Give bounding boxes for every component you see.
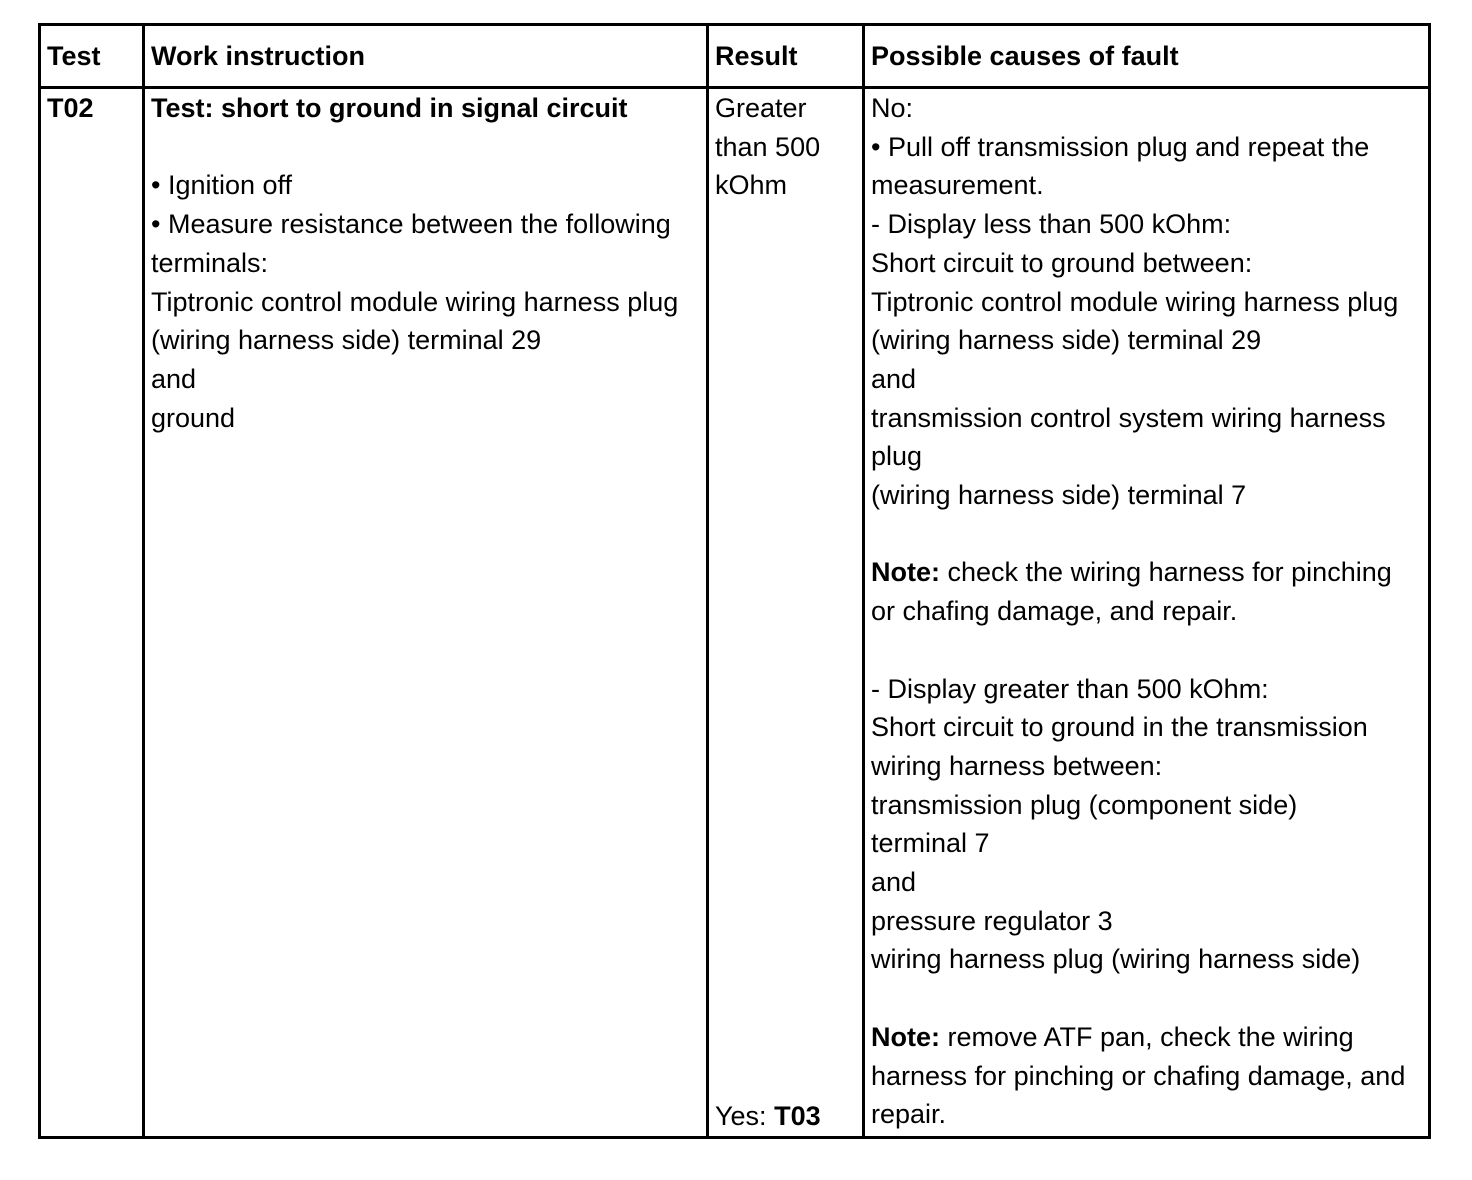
work-line: and bbox=[151, 363, 197, 394]
result-line: than 500 bbox=[715, 131, 821, 162]
cause-line: pressure regulator 3 bbox=[871, 905, 1113, 936]
header-test: Test bbox=[40, 25, 144, 88]
note-2-text: remove ATF pan, check the wiring bbox=[940, 1021, 1354, 1052]
header-row bbox=[40, 25, 1430, 88]
cause-line: transmission control system wiring harness bbox=[871, 402, 1386, 433]
test-id-cell bbox=[40, 88, 144, 1138]
work-heading: Test: short to ground in signal circuit bbox=[151, 93, 628, 123]
cause-line: (wiring harness side) terminal 29 bbox=[871, 325, 1262, 356]
cause-line: • Pull off transmission plug and repeat the bbox=[871, 131, 1370, 162]
result-yes bbox=[715, 1097, 821, 1136]
possible-causes-cell bbox=[864, 88, 1430, 1138]
work-line: Tiptronic control module wiring harness plug bbox=[151, 286, 679, 317]
result-line: kOhm bbox=[715, 170, 788, 201]
cause-line: measurement. bbox=[871, 170, 1044, 201]
note-2 bbox=[871, 1018, 1428, 1057]
cause-line: No: bbox=[871, 93, 914, 123]
cause-line: terminal 7 bbox=[871, 828, 990, 859]
table-row bbox=[40, 88, 1430, 1138]
header-result: Result bbox=[708, 25, 864, 88]
cause-line: harness for pinching or chafing damage, and bbox=[871, 1060, 1406, 1091]
cause-line: or chafing damage, and repair. bbox=[871, 596, 1238, 627]
work-line: terminals: bbox=[151, 247, 269, 278]
result-yes-target: T03 bbox=[774, 1101, 821, 1132]
work-line: (wiring harness side) terminal 29 bbox=[151, 325, 542, 356]
cause-line: Short circuit to ground in the transmission bbox=[871, 712, 1368, 743]
cause-line: - Display less than 500 kOhm: bbox=[871, 209, 1232, 240]
cause-line: Tiptronic control module wiring harness plug bbox=[871, 286, 1399, 317]
cause-line: transmission plug (component side) bbox=[871, 789, 1298, 820]
test-id: T02 bbox=[47, 93, 94, 123]
header-work-instruction: Work instruction bbox=[144, 25, 708, 88]
cause-line: repair. bbox=[871, 1099, 947, 1130]
work-line: • Measure resistance between the following bbox=[151, 209, 671, 240]
cause-line: wiring harness between: bbox=[871, 750, 1163, 781]
note-2-label: Note: bbox=[871, 1021, 940, 1052]
note-1-text: check the wiring harness for pinching bbox=[940, 557, 1392, 588]
work-line: ground bbox=[151, 402, 236, 433]
cause-line: Short circuit to ground between: bbox=[871, 247, 1253, 278]
result-cell bbox=[708, 88, 864, 1138]
work-instruction-cell bbox=[144, 88, 708, 1138]
note-1 bbox=[871, 553, 1428, 592]
cause-line: - Display greater than 500 kOhm: bbox=[871, 673, 1269, 704]
cause-line: and bbox=[871, 363, 917, 394]
header-possible-causes: Possible causes of fault bbox=[864, 25, 1430, 88]
cause-line: (wiring harness side) terminal 7 bbox=[871, 480, 1247, 511]
result-yes-label: Yes: bbox=[715, 1101, 767, 1132]
result-line: Greater bbox=[715, 93, 807, 123]
note-1-label: Note: bbox=[871, 557, 940, 588]
cause-line: wiring harness plug (wiring harness side) bbox=[871, 944, 1361, 975]
work-line: • Ignition off bbox=[151, 170, 293, 201]
cause-line: and bbox=[871, 867, 917, 898]
fault-diagnosis-table bbox=[38, 23, 1431, 1139]
cause-line: plug bbox=[871, 441, 923, 472]
